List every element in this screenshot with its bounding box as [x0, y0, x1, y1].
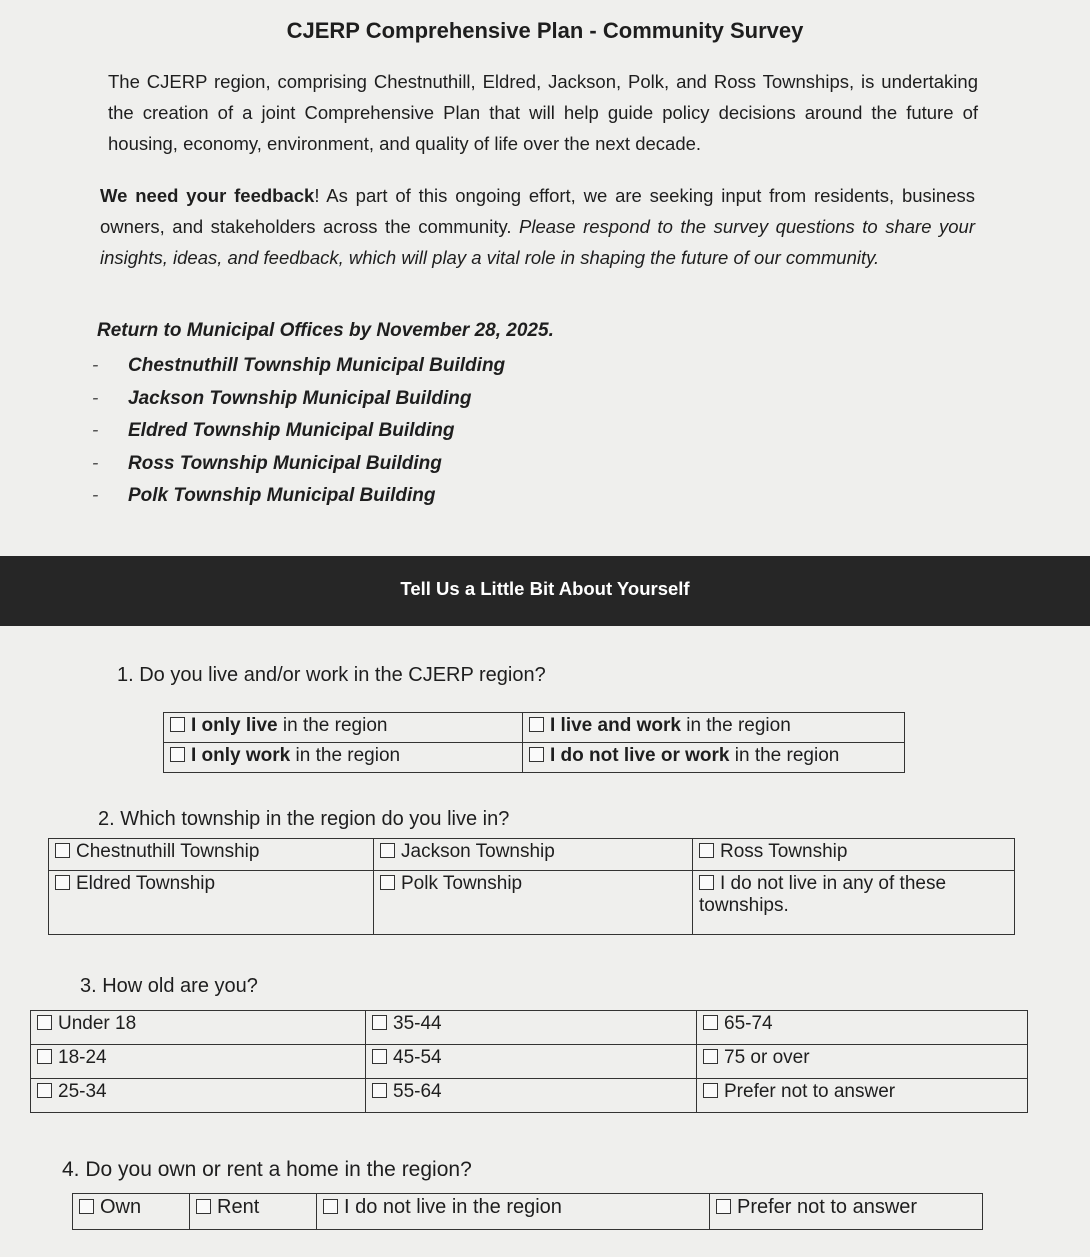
section-header: Tell Us a Little Bit About Yourself	[0, 556, 1090, 626]
option-text: in the region	[290, 745, 401, 766]
checkbox-icon[interactable]	[37, 1083, 52, 1098]
feedback-paragraph	[100, 180, 975, 273]
q2-option[interactable]	[49, 839, 374, 871]
q3-option[interactable]	[697, 1079, 1028, 1113]
option-text: 55-64	[393, 1081, 442, 1102]
option-text: Own	[100, 1196, 142, 1218]
q1-options	[163, 712, 905, 773]
q2-option[interactable]	[693, 839, 1015, 871]
checkbox-icon[interactable]	[55, 875, 70, 890]
option-text: 65-74	[724, 1013, 773, 1034]
q3-option[interactable]	[366, 1011, 697, 1045]
checkbox-icon[interactable]	[380, 875, 395, 890]
checkbox-icon[interactable]	[79, 1199, 94, 1214]
q2-options	[48, 838, 1015, 935]
feedback-text: ! As part of this ongoing effort, we are seeking input from residents, business owners, and stakeholders across the community.	[100, 185, 975, 237]
q3-option[interactable]	[31, 1079, 366, 1113]
option-text: 45-54	[393, 1047, 442, 1068]
q4-option[interactable]	[710, 1194, 983, 1230]
checkbox-icon[interactable]	[703, 1049, 718, 1064]
option-text: in the region	[729, 745, 840, 766]
q4-question: 4. Do you own or rent a home in the region?	[62, 1158, 472, 1181]
option-text: 75 or over	[724, 1047, 810, 1068]
checkbox-icon[interactable]	[699, 875, 714, 890]
q4-option[interactable]	[317, 1194, 710, 1230]
page-title: CJERP Comprehensive Plan - Community Survey	[286, 18, 804, 43]
option-text: 18-24	[58, 1047, 107, 1068]
location-item: - Chestnuthill Township Municipal Building	[92, 355, 506, 376]
checkbox-icon[interactable]	[170, 747, 185, 762]
location-item: - Jackson Township Municipal Building	[92, 387, 472, 409]
option-text: I do not live in the region	[344, 1196, 562, 1218]
feedback-italic: Please respond to the survey questions to share your insights, ideas, and feedback, which will play a vital role in shaping the future of our community.	[100, 216, 975, 268]
checkbox-icon[interactable]	[372, 1049, 387, 1064]
location-label: Polk Township Municipal Building	[128, 485, 436, 506]
option-text: Ross Township	[720, 841, 848, 862]
checkbox-icon[interactable]	[529, 717, 544, 732]
location-item: - Eldred Township Municipal Building	[92, 420, 455, 441]
checkbox-icon[interactable]	[323, 1199, 338, 1214]
q3-question: 3. How old are you?	[80, 975, 258, 997]
checkbox-icon[interactable]	[703, 1015, 718, 1030]
q3-options	[30, 1010, 1028, 1113]
checkbox-icon[interactable]	[196, 1199, 211, 1214]
q3-option[interactable]	[366, 1079, 697, 1113]
location-label: Ross Township Municipal Building	[128, 452, 442, 474]
checkbox-icon[interactable]	[703, 1083, 718, 1098]
option-text: in the region	[277, 715, 388, 736]
intro-paragraph: The CJERP region, comprising Chestnuthill, Eldred, Jackson, Polk, and Ross Townships, is undertaking the creation of a joint Comprehensive Plan that will help guide policy decisions around the future of housing, economy, environment, and quality of life over the next decade.	[108, 71, 978, 154]
option-bold: I only live	[191, 715, 278, 736]
checkbox-icon[interactable]	[716, 1199, 731, 1214]
q4-option[interactable]	[190, 1194, 317, 1230]
q4-option[interactable]	[73, 1194, 190, 1230]
q2-option[interactable]	[49, 871, 374, 935]
option-text: Eldred Township	[76, 873, 216, 894]
option-text: 25-34	[58, 1081, 107, 1102]
q1-option[interactable]	[523, 743, 905, 773]
option-text: in the region	[680, 715, 791, 736]
option-text: Prefer not to answer	[737, 1196, 918, 1218]
checkbox-icon[interactable]	[529, 747, 544, 762]
q3-option[interactable]	[31, 1045, 366, 1079]
checkbox-icon[interactable]	[372, 1015, 387, 1030]
q1-option[interactable]	[164, 743, 523, 773]
q3-option[interactable]	[697, 1045, 1028, 1079]
q1-question: 1. Do you live and/or work in the CJERP region?	[117, 664, 546, 686]
location-item: - Ross Township Municipal Building	[92, 452, 442, 474]
option-text: Chestnuthill Township	[76, 841, 260, 862]
q1-option[interactable]	[523, 713, 905, 743]
checkbox-icon[interactable]	[699, 843, 714, 858]
q3-option[interactable]	[31, 1011, 366, 1045]
location-label: Eldred Township Municipal Building	[128, 420, 455, 441]
q2-option[interactable]	[693, 871, 1015, 935]
option-text: 35-44	[393, 1013, 442, 1034]
q2-question: 2. Which township in the region do you live in?	[98, 808, 510, 830]
option-text: Rent	[217, 1196, 260, 1218]
checkbox-icon[interactable]	[55, 843, 70, 858]
location-label: Jackson Township Municipal Building	[128, 387, 472, 409]
checkbox-icon[interactable]	[380, 843, 395, 858]
checkbox-icon[interactable]	[37, 1015, 52, 1030]
checkbox-icon[interactable]	[170, 717, 185, 732]
option-text: Prefer not to answer	[724, 1081, 896, 1102]
location-list	[92, 350, 505, 513]
q4-options	[72, 1193, 983, 1230]
option-bold: I only work	[191, 745, 291, 766]
checkbox-icon[interactable]	[37, 1049, 52, 1064]
option-text: I do not live in any of these townships.	[699, 873, 947, 916]
option-bold: I live and work	[550, 715, 681, 736]
q3-option[interactable]	[697, 1011, 1028, 1045]
option-text: Jackson Township	[401, 841, 555, 862]
location-item: - Polk Township Municipal Building	[92, 485, 436, 506]
option-text: Under 18	[58, 1013, 137, 1034]
option-text: Polk Township	[401, 873, 523, 894]
q2-option[interactable]	[374, 871, 693, 935]
q1-option[interactable]	[164, 713, 523, 743]
return-deadline: Return to Municipal Offices by November 28, 2025.	[97, 320, 554, 341]
option-bold: I do not live or work	[550, 745, 730, 766]
checkbox-icon[interactable]	[372, 1083, 387, 1098]
q3-option[interactable]	[366, 1045, 697, 1079]
feedback-bold: We need your feedback	[100, 185, 315, 206]
location-label: Chestnuthill Township Municipal Building	[128, 355, 506, 376]
q2-option[interactable]	[374, 839, 693, 871]
